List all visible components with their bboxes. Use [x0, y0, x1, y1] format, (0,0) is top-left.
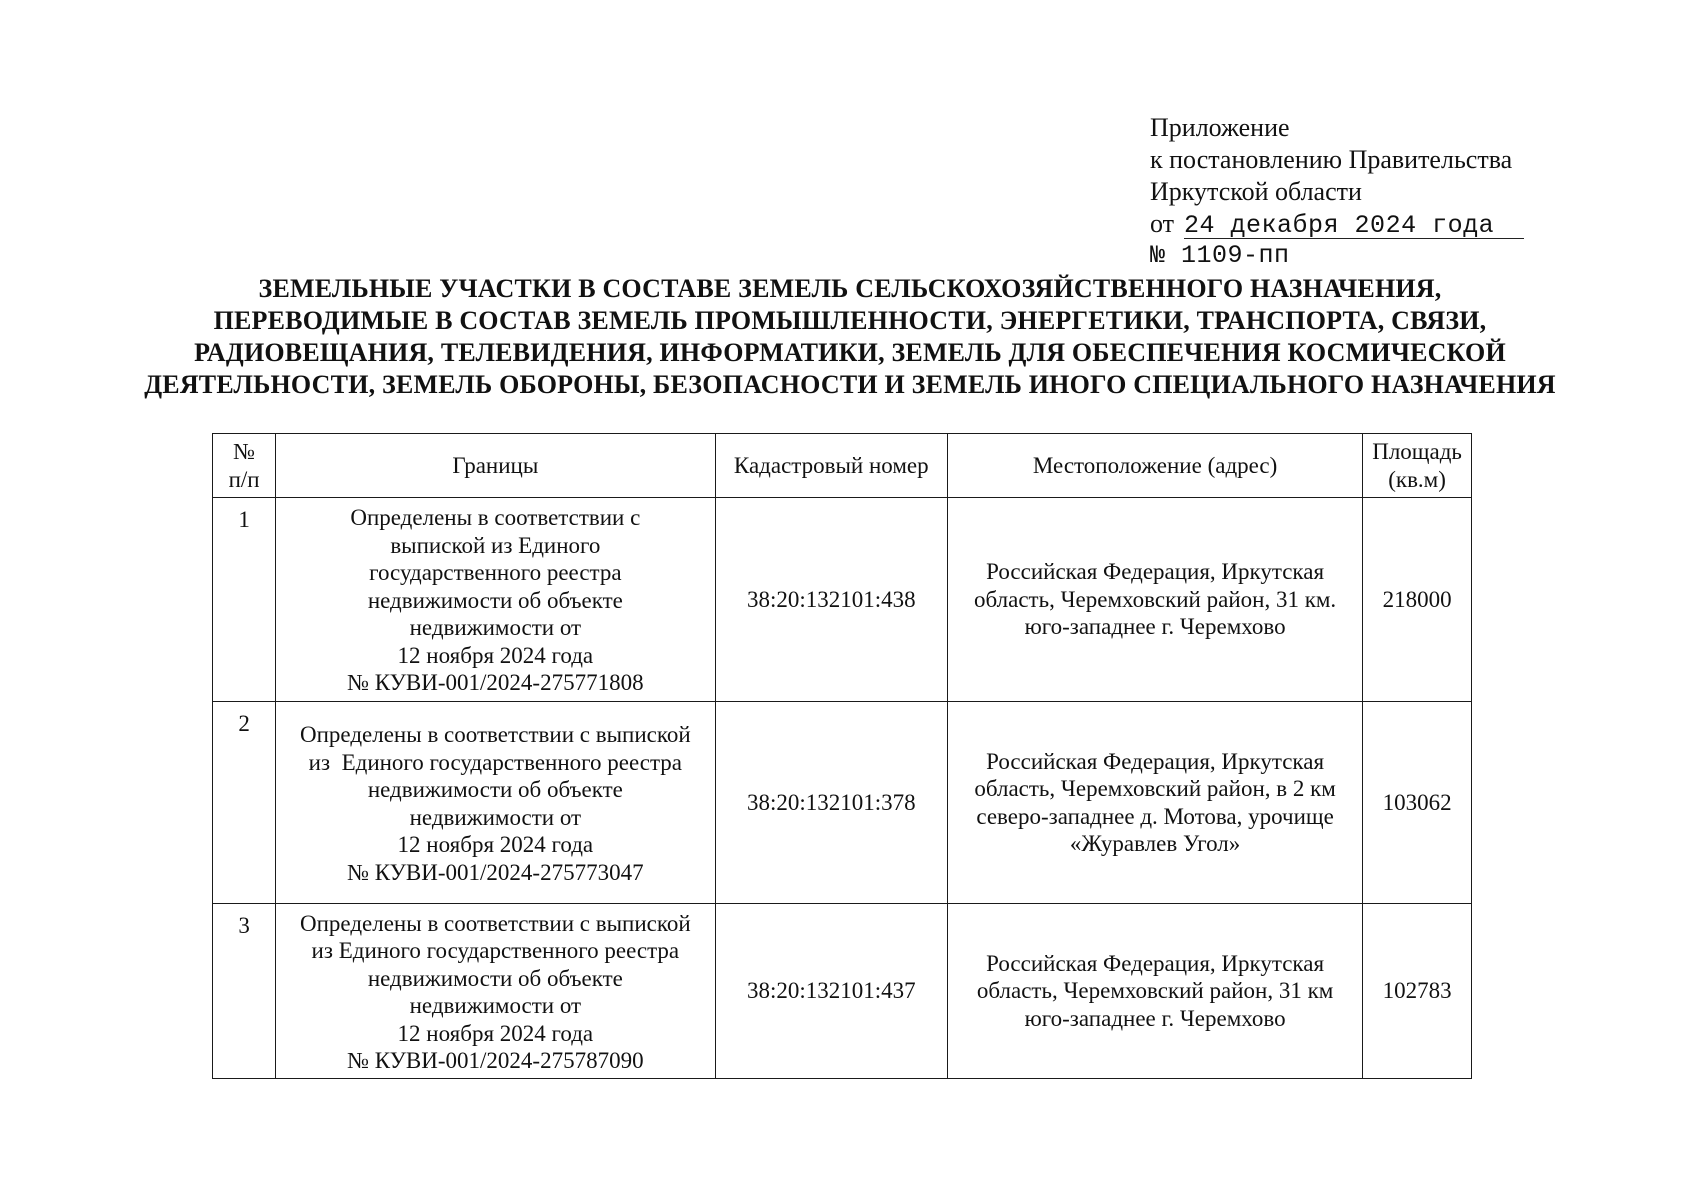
location-line: область, Черемховский район, в 2 км — [974, 776, 1336, 801]
row-index: 2 — [213, 702, 276, 904]
header-area-line: (кв.м) — [1388, 466, 1446, 492]
bounds-line: Определены в соответствии с выпиской — [300, 722, 691, 747]
row-bounds — [276, 498, 715, 702]
bounds-line: государственного реестра — [369, 560, 622, 586]
location-line: юго-западнее г. Черемхово — [1024, 1005, 1286, 1031]
table-row — [213, 904, 1472, 1079]
header-cadastral: Кадастровый номер — [715, 434, 948, 498]
date-prefix: от — [1150, 209, 1175, 238]
row-index: 3 — [213, 904, 276, 1079]
bounds-line: недвижимости от — [409, 993, 582, 1018]
row-cadastral: 38:20:132101:438 — [715, 498, 948, 702]
table-row — [213, 498, 1472, 702]
resolution-number: № 1109-пп — [1150, 241, 1290, 270]
row-area: 102783 — [1363, 904, 1472, 1079]
bounds-line: 12 ноября 2024 года — [397, 642, 594, 668]
header-index — [213, 434, 276, 498]
location-line: область, Черемховский район, 31 км. — [974, 586, 1337, 612]
bounds-line: Определены в соответствии с выпиской — [300, 910, 691, 936]
bounds-line: недвижимости от — [409, 615, 582, 641]
row-area: 218000 — [1363, 498, 1472, 702]
appendix-date-line — [1150, 208, 1570, 242]
resolution-date: 24 декабря 2024 года — [1184, 211, 1495, 240]
bounds-line: 12 ноября 2024 года — [397, 832, 594, 857]
row-bounds — [276, 904, 715, 1079]
location-line: Российская Федерация, Иркутская — [986, 559, 1325, 585]
table-row — [213, 702, 1472, 904]
location-line: «Журавлев Угол» — [1069, 831, 1241, 856]
title-line: РАДИОВЕЩАНИЯ, ТЕЛЕВИДЕНИЯ, ИНФОРМАТИКИ, ЗЕМЕЛЬ ДЛЯ ОБЕСПЕЧЕНИЯ КОСМИЧЕСКОЙ — [194, 338, 1506, 367]
bounds-line: № КУВИ-001/2024-275773047 — [347, 859, 644, 885]
title-line: ДЕЯТЕЛЬНОСТИ, ЗЕМЕЛЬ ОБОРОНЫ, БЕЗОПАСНОСТИ И ЗЕМЕЛЬ ИНОГО СПЕЦИАЛЬНОГО НАЗНАЧЕНИЯ — [144, 370, 1556, 399]
location-line: область, Черемховский район, 31 км — [976, 978, 1334, 1004]
row-location — [948, 702, 1363, 904]
header-index-line: № — [233, 439, 256, 464]
row-area: 103062 — [1363, 702, 1472, 904]
document-title — [60, 273, 1640, 401]
bounds-line: недвижимости об объекте — [367, 965, 623, 991]
row-bounds — [276, 702, 715, 904]
row-index: 1 — [213, 498, 276, 702]
bounds-line: № КУВИ-001/2024-275771808 — [347, 670, 644, 696]
location-line: юго-западнее г. Черемхово — [1024, 614, 1286, 640]
bounds-line: № КУВИ-001/2024-275787090 — [347, 1048, 644, 1073]
location-line: Российская Федерация, Иркутская — [986, 950, 1325, 976]
appendix-block — [1150, 112, 1570, 270]
location-line: северо-западнее д. Мотова, урочище — [976, 803, 1334, 829]
row-cadastral: 38:20:132101:437 — [715, 904, 948, 1079]
appendix-title: Приложение — [1150, 113, 1290, 142]
bounds-line: Определены в соответствии с — [350, 505, 641, 531]
header-bounds: Границы — [276, 434, 715, 498]
header-area — [1363, 434, 1472, 498]
header-location: Местоположение (адрес) — [948, 434, 1363, 498]
location-line: Российская Федерация, Иркутская — [986, 748, 1325, 774]
title-line: ЗЕМЕЛЬНЫЕ УЧАСТКИ В СОСТАВЕ ЗЕМЕЛЬ СЕЛЬСКОХОЗЯЙСТВЕННОГО НАЗНАЧЕНИЯ, — [258, 274, 1442, 303]
bounds-line: из Единого государственного реестра — [311, 938, 680, 963]
bounds-line: из Единого государственного реестра — [308, 749, 683, 775]
title-line: ПЕРЕВОДИМЫЕ В СОСТАВ ЗЕМЕЛЬ ПРОМЫШЛЕННОСТИ, ЭНЕРГЕТИКИ, ТРАНСПОРТА, СВЯЗИ, — [213, 306, 1487, 335]
row-cadastral: 38:20:132101:378 — [715, 702, 948, 904]
land-plots-table — [212, 433, 1472, 1079]
appendix-resolution: к постановлению Правительства — [1150, 145, 1513, 174]
date-underline — [1184, 238, 1524, 239]
row-location — [948, 904, 1363, 1079]
bounds-line: 12 ноября 2024 года — [397, 1020, 594, 1046]
row-location — [948, 498, 1363, 702]
bounds-line: выпиской из Единого — [390, 532, 601, 558]
header-area-line: Площадь — [1372, 439, 1462, 464]
table-header-row — [213, 434, 1472, 498]
bounds-line: недвижимости от — [409, 804, 582, 830]
bounds-line: недвижимости об объекте — [367, 777, 623, 802]
appendix-region: Иркутской области — [1150, 177, 1362, 206]
bounds-line: недвижимости об объекте — [367, 587, 623, 613]
header-index-line: п/п — [228, 466, 260, 492]
